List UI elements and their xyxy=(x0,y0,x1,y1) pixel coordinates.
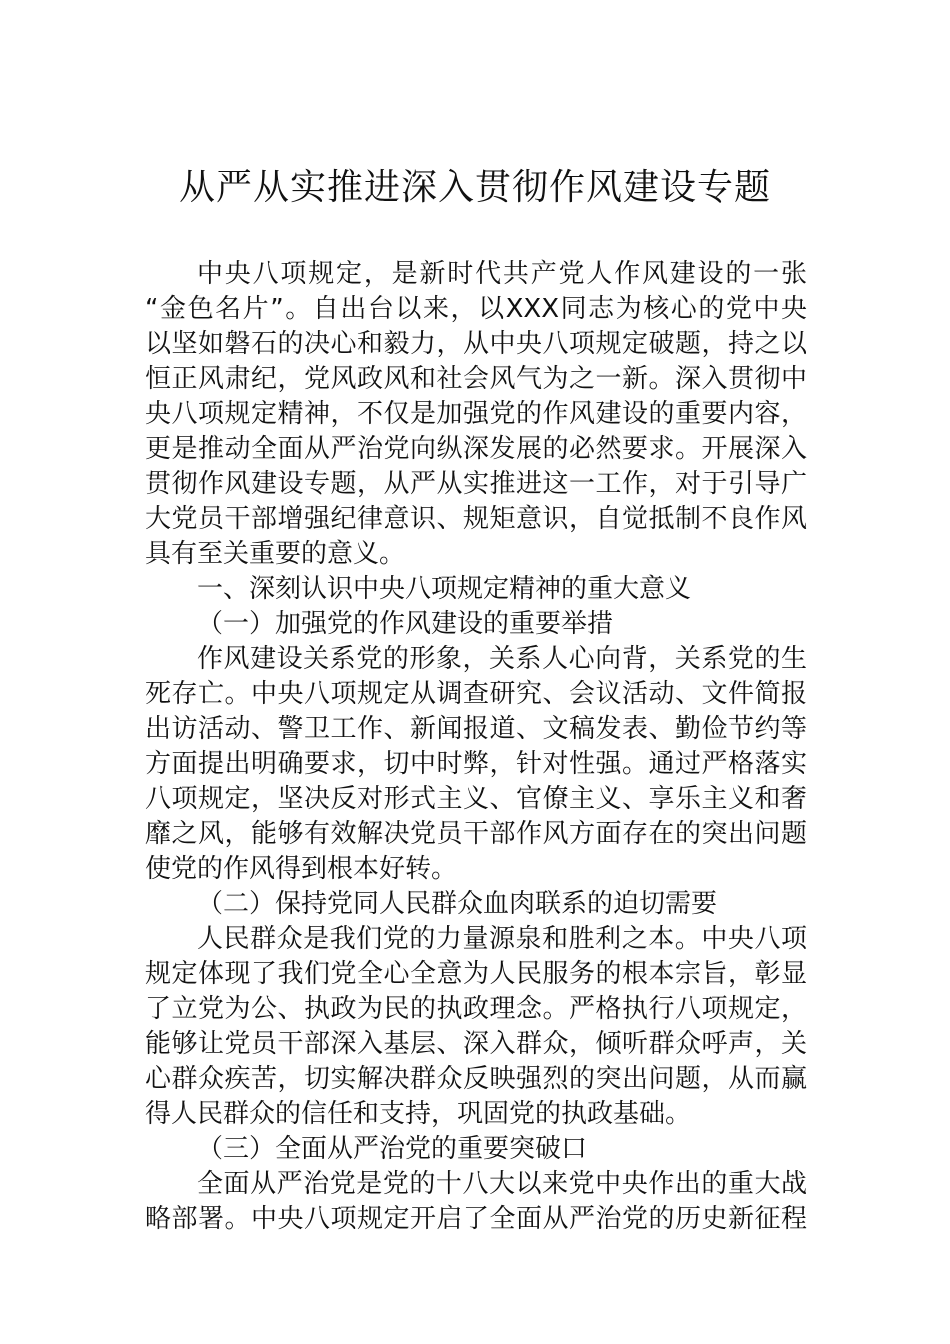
paragraph-line: 出访活动、警卫工作、新闻报道、文稿发表、勤俭节约等 xyxy=(145,714,807,744)
paragraph-line: 能够让党员干部深入基层、深入群众，倾听群众呼声，关 xyxy=(145,1029,807,1059)
paragraph-line: 靡之风，能够有效解决党员干部作风方面存在的突出问题 xyxy=(145,819,807,849)
paragraph-line: 央八项规定精神，不仅是加强党的作风建设的重要内容， xyxy=(145,399,807,429)
paragraph-line: 略部署。中央八项规定开启了全面从严治党的历史新征程 xyxy=(145,1204,807,1234)
paragraph-line: 中央八项规定，是新时代共产党人作风建设的一张 xyxy=(197,259,807,289)
paragraph-line: 使党的作风得到根本好转。 xyxy=(145,854,458,884)
paragraph-line: 作风建设关系党的形象，关系人心向背，关系党的生 xyxy=(197,644,807,674)
subsection-heading: （二）保持党同人民群众血肉联系的迫切需要 xyxy=(197,889,718,919)
paragraph-line: 了立党为公、执政为民的执政理念。严格执行八项规定， xyxy=(145,994,807,1024)
paragraph-line: 恒正风肃纪，党风政风和社会风气为之一新。深入贯彻中 xyxy=(145,364,807,394)
subsection-heading: （一）加强党的作风建设的重要举措 xyxy=(197,609,614,639)
paragraph-line: 大党员干部增强纪律意识、规矩意识，自觉抵制不良作风 xyxy=(145,504,807,534)
paragraph-line: 具有至关重要的意义。 xyxy=(145,539,406,569)
paragraph-line: 方面提出明确要求，切中时弊，针对性强。通过严格落实 xyxy=(145,749,807,779)
document-title: 从严从实推进深入贯彻作风建设专题 xyxy=(178,167,771,208)
paragraph-line: 八项规定，坚决反对形式主义、官僚主义、享乐主义和奢 xyxy=(145,784,807,814)
section-heading: 一、深刻认识中央八项规定精神的重大意义 xyxy=(197,574,692,604)
paragraph-line: 贯彻作风建设专题，从严从实推进这一工作，对于引导广 xyxy=(145,469,807,499)
paragraph-line: “金色名片”。自出台以来，以XXX同志为核心的党中央 xyxy=(145,294,807,324)
paragraph-line: 全面从严治党是党的十八大以来党中央作出的重大战 xyxy=(197,1169,807,1199)
paragraph-line: 规定体现了我们党全心全意为人民服务的根本宗旨，彰显 xyxy=(145,959,807,989)
paragraph-line: 以坚如磐石的决心和毅力，从中央八项规定破题，持之以 xyxy=(145,329,807,359)
paragraph-line: 更是推动全面从严治党向纵深发展的必然要求。开展深入 xyxy=(145,434,807,464)
paragraph-line: 心群众疾苦，切实解决群众反映强烈的突出问题，从而赢 xyxy=(145,1064,807,1094)
paragraph-line: 人民群众是我们党的力量源泉和胜利之本。中央八项 xyxy=(197,924,807,954)
document-body xyxy=(145,257,807,1237)
paragraph-line: 死存亡。中央八项规定从调查研究、会议活动、文件简报 xyxy=(145,679,807,709)
subsection-heading: （三）全面从严治党的重要突破口 xyxy=(197,1134,588,1164)
paragraph-line: 得人民群众的信任和支持，巩固党的执政基础。 xyxy=(145,1099,692,1129)
